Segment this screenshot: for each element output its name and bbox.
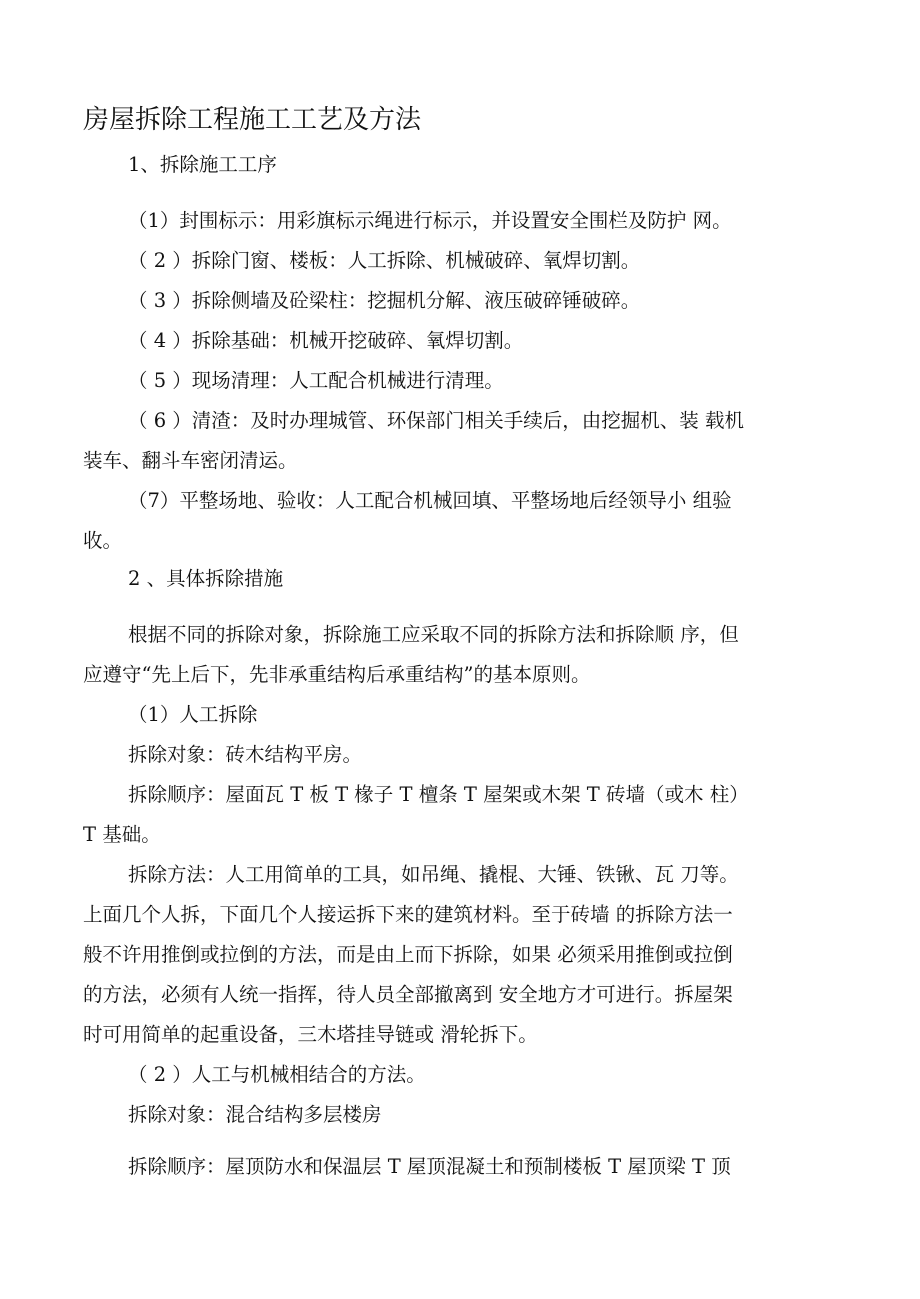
paragraph-line: （ 6 ）清渣：及时办理城管、环保部门相关手续后，由挖掘机、装 载机 [128, 409, 745, 432]
subsection-heading: （ 2 ）人工与机械相结合的方法。 [128, 1063, 426, 1086]
paragraph-line: 拆除对象：砖木结构平房。 [128, 743, 363, 766]
paragraph-line: 收。 [83, 529, 123, 552]
paragraph-line: 拆除方法：人工用简单的工具，如吊绳、撬棍、大锤、铁锹、瓦 刀等。 [128, 863, 739, 886]
subsection-heading: （1）人工拆除 [128, 703, 258, 726]
paragraph-line: 根据不同的拆除对象，拆除施工应采取不同的拆除方法和拆除顺 序，但 [128, 623, 739, 646]
paragraph-line: （ 4 ）拆除基础：机械开挖破碎、氧焊切割。 [128, 329, 524, 352]
paragraph-line: （ 3 ）拆除侧墙及砼梁柱：挖掘机分解、液压破碎锤破碎。 [128, 289, 641, 312]
section-heading-2: 2 、具体拆除措施 [128, 567, 284, 590]
paragraph-line: T 基础。 [83, 823, 161, 846]
paragraph-line: 装车、翻斗车密闭清运。 [83, 449, 298, 472]
paragraph-line: 拆除顺序：屋顶防水和保温层 T 屋顶混凝土和预制楼板 T 屋顶梁 T 顶 [128, 1155, 731, 1178]
paragraph-line: （ 5 ）现场清理：人工配合机械进行清理。 [128, 369, 504, 392]
paragraph-line: 的方法，必须有人统一指挥，待人员全部撤离到 安全地方才可进行。拆屋架 [83, 983, 733, 1006]
paragraph-line: 应遵守“先上后下，先非承重结构后承重结构”的基本原则。 [83, 663, 591, 686]
paragraph-line: （ 2 ）拆除门窗、楼板：人工拆除、机械破碎、氧焊切割。 [128, 249, 641, 272]
paragraph-line: 般不许用推倒或拉倒的方法，而是由上而下拆除，如果 必须采用推倒或拉倒 [83, 943, 733, 966]
paragraph-line: 拆除对象：混合结构多层楼房 [128, 1103, 382, 1126]
section-heading-1: 1、拆除施工工序 [128, 153, 277, 176]
paragraph-line: 时可用简单的起重设备，三木塔挂导链或 滑轮拆下。 [83, 1023, 538, 1046]
paragraph-line: （1）封围标示：用彩旗标示绳进行标示，并设置安全围栏及防护 网。 [128, 209, 732, 232]
document-title: 房屋拆除工程施工工艺及方法 [83, 105, 422, 135]
paragraph-line: 上面几个人拆，下面几个人接运拆下来的建筑材料。至于砖墙 的拆除方法一 [83, 903, 733, 926]
paragraph-line: （7）平整场地、验收：人工配合机械回填、平整场地后经领导小 组验 [128, 489, 732, 512]
paragraph-line: 拆除顺序：屋面瓦 T 板 T 椽子 T 檀条 T 屋架或木架 T 砖墙（或木 柱） [128, 783, 749, 806]
